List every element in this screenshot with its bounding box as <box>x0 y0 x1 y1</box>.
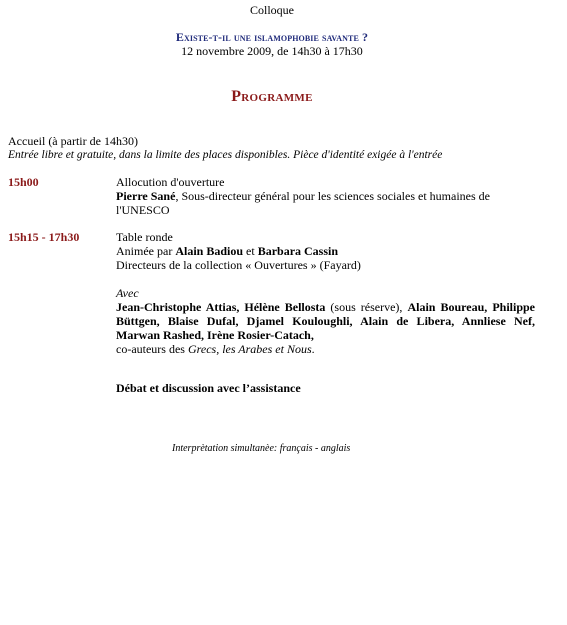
debate-line: Débat et discussion avec l’assistance <box>116 381 301 395</box>
avec-label: Avec <box>116 286 139 300</box>
entry-note: Entrée libre et gratuite, dans la limite des places disponibles. Pièce d'identité exigée à l'entrée <box>8 149 443 161</box>
session-block-1 <box>116 175 535 217</box>
programme-heading: Programme <box>231 88 313 105</box>
moderators-role: Directeurs de la collection « Ouvertures » (Fayard) <box>116 258 361 272</box>
colloquium-title: Existe-t-il une islamophobie savante ? <box>175 30 369 44</box>
animee-par: Animée par <box>116 244 176 258</box>
event-type: Colloque <box>250 3 294 17</box>
participants-line-3: Marwan Rashed, Irène Rosier-Catach, <box>116 328 314 342</box>
session-time-1: 15h00 <box>8 175 39 189</box>
session-title-2: Table ronde <box>116 230 173 244</box>
session-block-2 <box>116 230 535 272</box>
speaker-role-cont: l'UNESCO <box>116 203 170 217</box>
speaker-name: Pierre Sané <box>116 189 176 203</box>
participants-line-2: Büttgen, Blaise Dufal, Djamel Kouloughli, Alain de Libera, Annliese Nef, <box>116 314 535 328</box>
participants-1c: Alain Boureau, Philippe <box>407 300 535 314</box>
participants-block <box>116 286 535 356</box>
moderators-line <box>116 244 535 258</box>
session-time-2: 15h15 - 17h30 <box>8 230 80 244</box>
participants-1a: Jean-Christophe Attias, Hélène Bellosta <box>116 300 326 314</box>
accueil-line: Accueil (à partir de 14h30) <box>8 134 138 148</box>
speaker-role: , Sous-directeur général pour les sciences sociales et humaines de <box>175 189 490 203</box>
interpretation-note: Interprètation simultanèe: français - anglais <box>172 443 351 454</box>
moderator-1: Alain Badiou <box>175 244 244 258</box>
participants-line-1 <box>116 300 535 314</box>
moderator-2: Barbara Cassin <box>257 244 339 258</box>
and-word: et <box>243 244 258 258</box>
session-title-1: Allocution d'ouverture <box>116 175 225 189</box>
event-date: 12 novembre 2009, de 14h30 à 17h30 <box>181 44 363 58</box>
speaker-line <box>116 189 535 203</box>
coauthors-line: co-auteurs des Grecs, les Arabes et Nous. <box>116 342 315 356</box>
book-title: Grecs, les Arabes et Nous <box>187 342 312 356</box>
participants-1b: (sous réserve), <box>325 300 408 314</box>
